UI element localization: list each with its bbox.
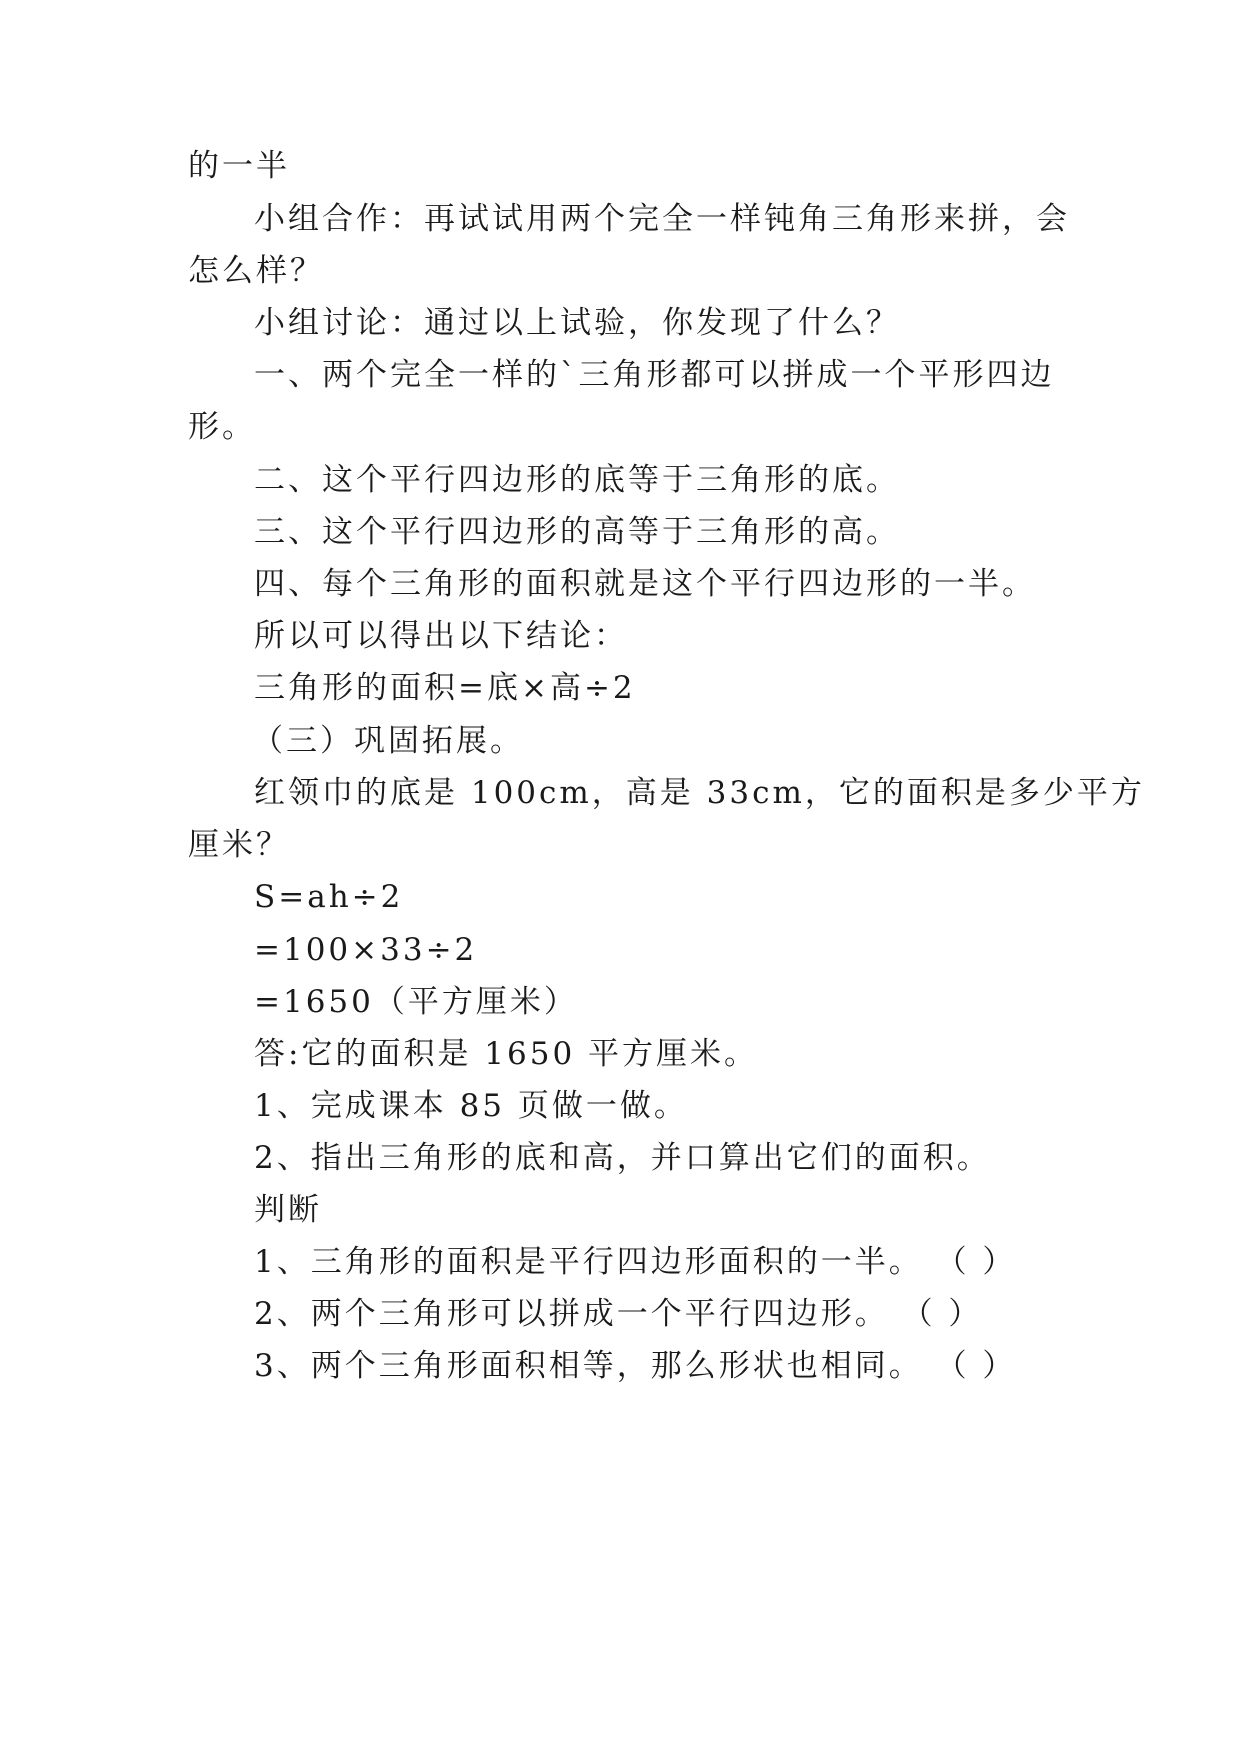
formula-line: =100×33÷2 xyxy=(254,932,478,968)
text-line: 三、这个平行四边形的高等于三角形的高。 xyxy=(254,514,900,550)
text-line: 小组讨论：通过以上试验，你发现了什么？ xyxy=(254,305,900,341)
formula-line: =1650（平方厘米） xyxy=(254,984,578,1020)
exercise-item: 1、完成课本 85 页做一做。 xyxy=(254,1088,688,1124)
judgment-item: 2、两个三角形可以拼成一个平行四边形。 （ ） xyxy=(254,1296,983,1332)
section-heading: （三）巩固拓展。 xyxy=(252,723,524,759)
text-line: 二、这个平行四边形的底等于三角形的底。 xyxy=(254,462,900,498)
judgment-item: 3、两个三角形面积相等，那么形状也相同。 （ ） xyxy=(254,1348,1017,1384)
text-line: 厘米？ xyxy=(188,827,290,863)
text-line: 红领巾的底是 100cm，高是 33cm，它的面积是多少平方 xyxy=(254,775,1145,811)
exercise-item: 2、指出三角形的底和高，并口算出它们的面积。 xyxy=(254,1140,991,1176)
text-line: 四、每个三角形的面积就是这个平行四边形的一半。 xyxy=(254,566,1036,602)
formula-line: S=ah÷2 xyxy=(254,879,404,915)
text-line: 的一半 xyxy=(188,148,290,184)
judgment-item: 1、三角形的面积是平行四边形面积的一半。 （ ） xyxy=(254,1244,1017,1280)
section-label: 判断 xyxy=(254,1192,322,1228)
text-line: 形。 xyxy=(188,409,256,445)
formula-line: 三角形的面积=底×高÷2 xyxy=(254,670,636,706)
text-line: 怎么样？ xyxy=(188,253,324,289)
text-line: 所以可以得出以下结论： xyxy=(254,618,628,654)
text-line: 一、两个完全一样的`三角形都可以拼成一个平形四边 xyxy=(254,357,1055,393)
text-line: 小组合作：再试试用两个完全一样钝角三角形来拼，会 xyxy=(254,201,1070,237)
answer-line: 答:它的面积是 1650 平方厘米。 xyxy=(254,1036,759,1072)
